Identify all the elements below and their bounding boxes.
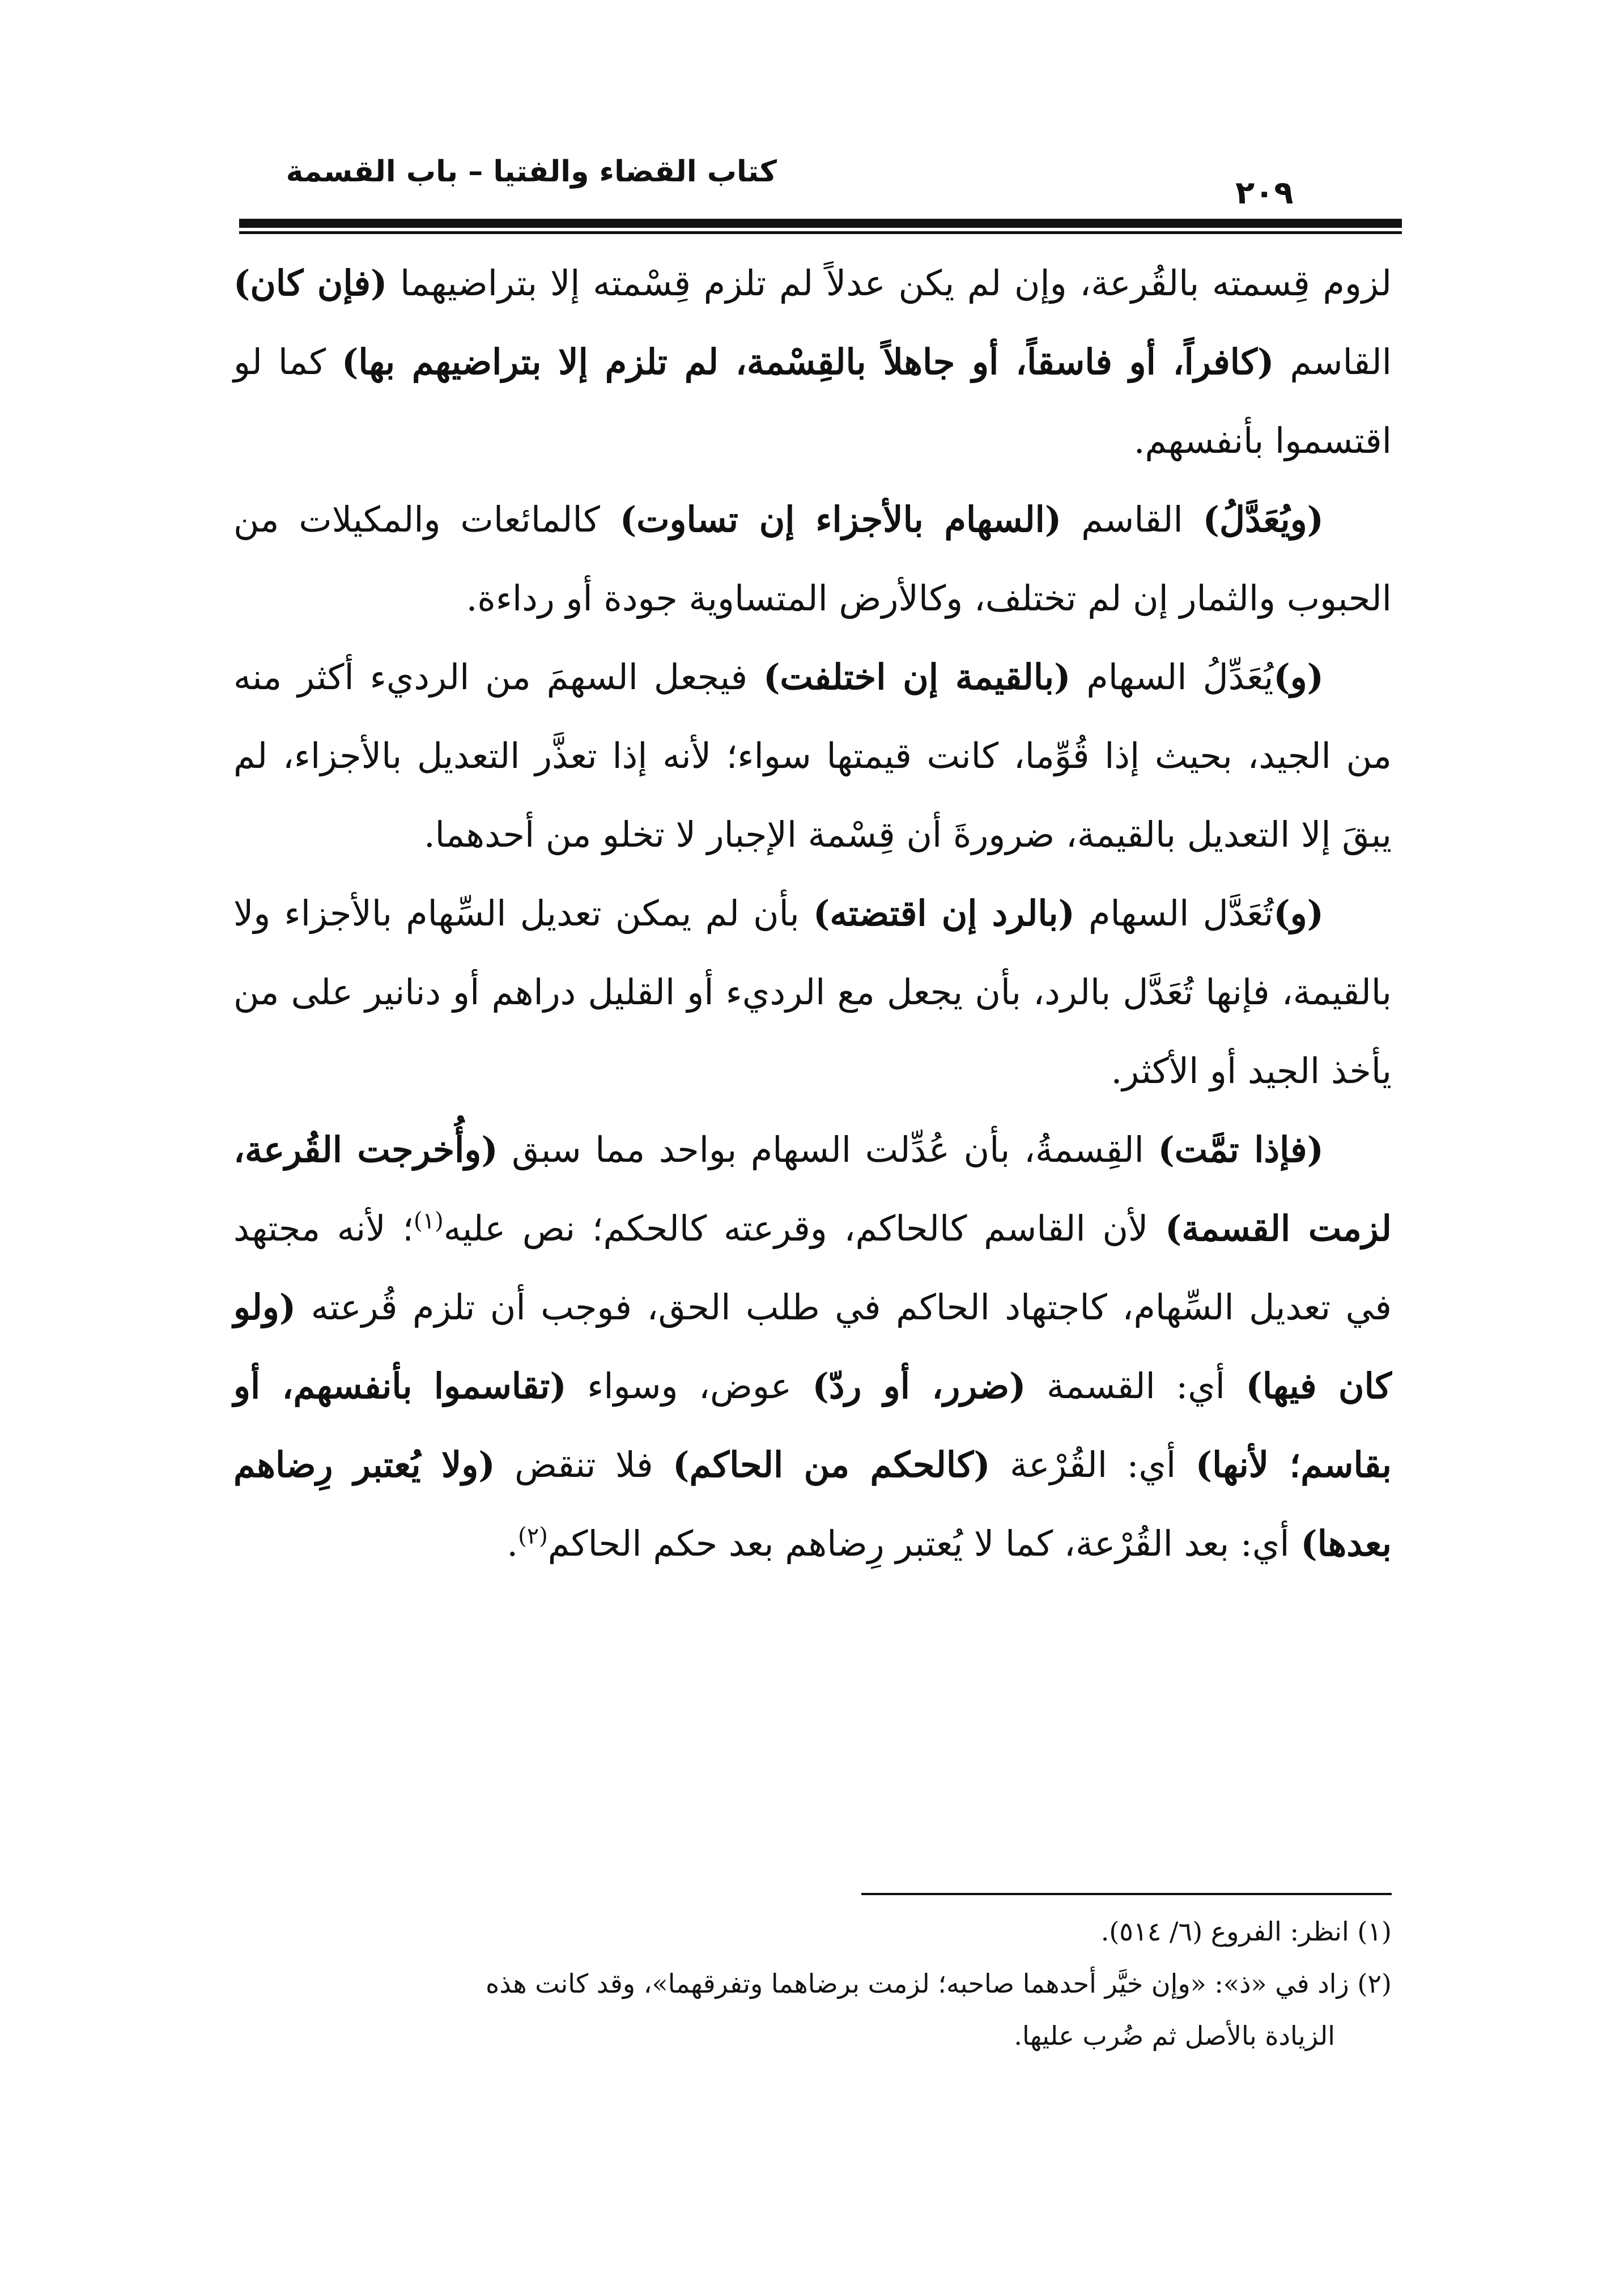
text-run: أي: بعد القُرْعة، كما لا يُعتبر رِضاهم بعد حكم الحاكم xyxy=(547,1523,1301,1564)
bold-run: (وأُخرجت القُرعة، لزمت القسمة) xyxy=(233,1129,1392,1249)
paragraph-4 xyxy=(233,874,1392,1110)
text-run: القاسم xyxy=(1061,499,1203,540)
bold-run: (فإن كان) xyxy=(233,262,388,304)
footnote-1: (١) انظر: الفروع (٦/ ٥١٤). xyxy=(1100,1916,1392,1947)
footnote-ref-1[interactable]: (١) xyxy=(414,1208,444,1234)
bold-run: (بالرد إن اقتضته) xyxy=(813,893,1075,934)
header-rule-thin xyxy=(239,231,1402,234)
text-run: ؛ لأنه مجتهد في تعديل السِّهام، كاجتهاد الحاكم في طلب الحق، فوجب أن تلزم قُرعته xyxy=(233,1208,1392,1328)
main-text xyxy=(233,244,1392,1583)
text-run: تُعَدَّل السهام xyxy=(1074,893,1274,934)
bold-run: (فإذا تمَّت) xyxy=(1158,1129,1324,1170)
header-rule-thick xyxy=(239,219,1402,228)
text-run: القاسم xyxy=(1274,341,1392,383)
footnotes xyxy=(233,1905,1392,2062)
footnote-2-continuation: الزيادة بالأصل ثم ضُرب عليها. xyxy=(1014,2020,1335,2051)
text-run: عوض، وسواء xyxy=(566,1365,813,1407)
text-run: فيجعل السهمَ من الرديء أكثر منه من الجيد، بحيث إذا قُوِّما، كانت قيمتها سواء؛ لأنه إذا تعذَّر التعديل بالأجزاء، لم يبقَ إلا التعديل بالقيمة، ضرورةَ أن قِسْمة الإجبار لا تخلو من أحدهما. xyxy=(233,656,1392,855)
bold-run: (ضرر، أو ردّ) xyxy=(812,1365,1026,1407)
bold-run: (كالحكم من الحاكم) xyxy=(673,1444,990,1485)
page-number: ٢٠٩ xyxy=(1235,175,1294,211)
text-run: بأن لم يمكن تعديل السِّهام بالأجزاء ولا بالقيمة، فإنها تُعَدَّل بالرد، بأن يجعل مع الرديء أو القليل دراهم أو دنانير على من يأخذ الجيد أو الأكثر. xyxy=(233,893,1392,1092)
bold-run: (و) xyxy=(1273,656,1324,698)
text-run: فلا تنقض xyxy=(495,1444,673,1485)
bold-run: (و) xyxy=(1273,893,1324,934)
bold-run: (السهام بالأجزاء إن تساوت) xyxy=(619,499,1062,540)
text-run: لأن القاسم كالحاكم، وقرعته كالحكم؛ نص عليه xyxy=(443,1208,1166,1249)
bold-run: (كافراً، أو فاسقاً، أو جاهلاً بالقِسْمة، لم تلزم إلا بتراضيهم بها) xyxy=(342,341,1274,383)
text-run: يُعَدِّلُ السهام xyxy=(1070,656,1274,698)
bold-run: (ويُعَدَّلُ) xyxy=(1202,499,1324,540)
text-run: القِسمةُ، بأن عُدِّلت السهام بواحد مما سبق xyxy=(498,1129,1158,1170)
bold-run: (بالقيمة إن اختلفت) xyxy=(763,656,1071,698)
paragraph-1 xyxy=(233,244,1392,480)
footnote-separator xyxy=(861,1893,1392,1895)
text-run: كالمائعات والمكيلات من الحبوب والثمار إن لم تختلف، وكالأرض المتساوية جودة أو رداءة. xyxy=(233,499,1392,619)
running-header-title: كتاب القضاء والفتيا – باب القسمة xyxy=(286,155,777,189)
footnote-ref-2[interactable]: (٢) xyxy=(518,1523,548,1549)
bold-run: (ولو كان فيها) xyxy=(233,1286,1392,1407)
text-run: أي: القُرْعة xyxy=(990,1444,1196,1485)
text-run: . xyxy=(507,1523,518,1564)
text-run: لزوم قِسمته بالقُرعة، وإن لم يكن عدلاً لم تلزم قِسْمته إلا بتراضيهما xyxy=(387,262,1392,304)
footnote-2: (٢) زاد في «ذ»: «وإن خيَّر أحدهما صاحبه؛ لزمت برضاهما وتفرقهما»، وقد كانت هذه xyxy=(486,1968,1392,1999)
paragraph-2 xyxy=(233,480,1392,638)
text-run: كما لو اقتسموا بأنفسهم. xyxy=(233,341,1392,461)
bold-run: (تقاسموا بأنفسهم، أو بقاسم؛ لأنها) xyxy=(233,1365,1392,1485)
bold-run: (ولا يُعتبر رِضاهم بعدها) xyxy=(233,1444,1392,1564)
text-run: أي: القسمة xyxy=(1026,1365,1246,1407)
paragraph-5 xyxy=(233,1110,1392,1583)
paragraph-3 xyxy=(233,638,1392,874)
